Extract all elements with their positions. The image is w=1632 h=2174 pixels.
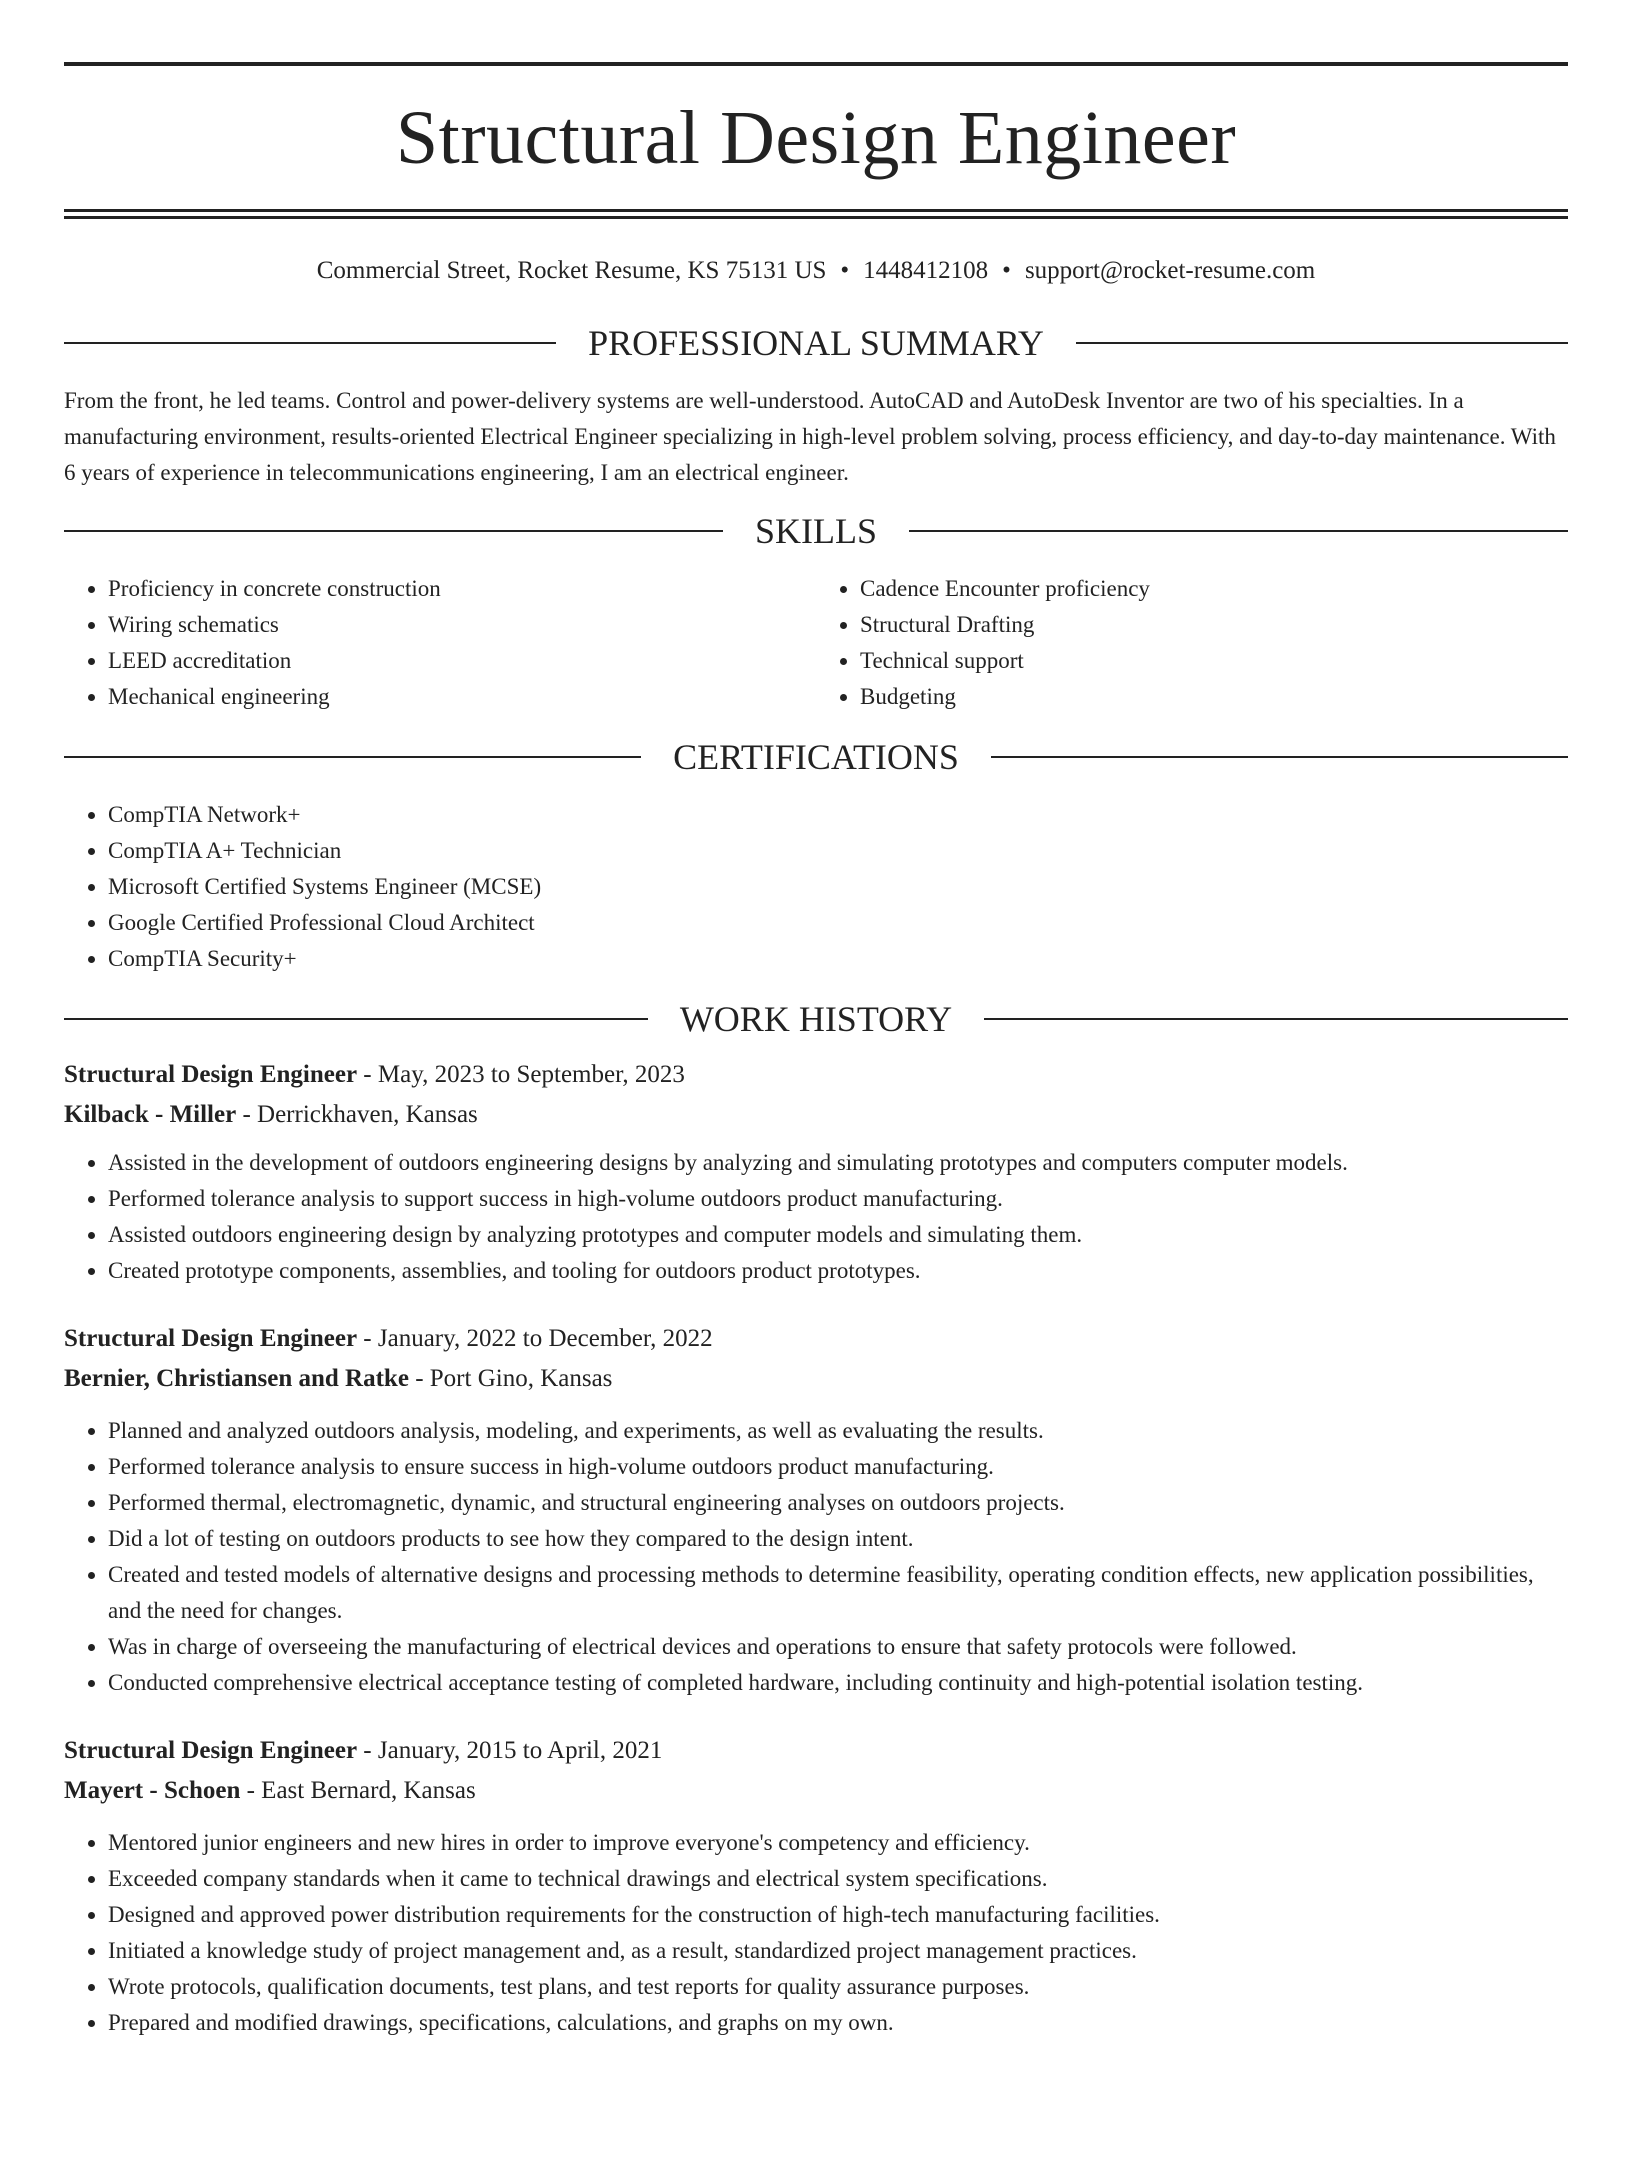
certifications-heading: [64, 737, 1568, 777]
job-title-line: [64, 1731, 1568, 1771]
job-bullet: • Performed thermal, electromagnetic, dynamic, and structural engineering analyses on outdoors projects.: [108, 1485, 1568, 1521]
heading-rule: [909, 530, 1568, 532]
job-company: Kilback - Miller: [64, 1101, 237, 1128]
skills-column-right: [816, 571, 1568, 715]
skills-column-left: [64, 571, 816, 715]
job-bullet: • Prepared and modified drawings, specifications, calculations, and graphs on my own.: [108, 2005, 1568, 2041]
summary-text: From the front, he led teams. Control and power-delivery systems are well-understood. AutoCAD and AutoDesk Inventor are two of his specialties. In a manufacturing environment, results-oriented Electrical Engineer specializing in high-level problem solving, process efficiency, and day-to-day maintenance. With 6 years of experience in telecommunications engineering, I am an electrical engineer.: [64, 388, 1556, 485]
job-bullet: • Assisted in the development of outdoors engineering designs by analyzing and simulating prototypes and computers computer models.: [108, 1145, 1568, 1181]
skill-item: • Wiring schematics: [108, 607, 816, 643]
job-bullet: • Assisted outdoors engineering design by analyzing prototypes and computer models and simulating them.: [108, 1217, 1568, 1253]
job-bullet: • Designed and approved power distribution requirements for the construction of high-tech manufacturing facilities.: [108, 1897, 1568, 1933]
summary-heading: [64, 323, 1568, 363]
job-company: Mayert - Schoen: [64, 1777, 241, 1804]
heading-rule: [64, 342, 556, 344]
skill-item: • Structural Drafting: [860, 607, 1568, 643]
heading-rule: [1076, 342, 1568, 344]
section-title: CERTIFICATIONS: [673, 737, 959, 777]
job-location: - Port Gino, Kansas: [408, 1365, 613, 1392]
section-title: PROFESSIONAL SUMMARY: [588, 323, 1044, 363]
job-location: - Derrickhaven, Kansas: [236, 1101, 478, 1128]
certification-item: • CompTIA Security+: [108, 941, 1568, 977]
section-title: WORK HISTORY: [679, 999, 953, 1039]
skill-item: • Cadence Encounter proficiency: [860, 571, 1568, 607]
resume-page: [0, 62, 1632, 2174]
job-location: - East Bernard, Kansas: [240, 1777, 476, 1804]
job-company-line: [64, 1095, 1568, 1135]
certification-item: • Microsoft Certified Systems Engineer (MCSE): [108, 869, 1568, 905]
job-bullet: • Mentored junior engineers and new hires in order to improve everyone's competency and efficiency.: [108, 1825, 1568, 1861]
candidate-name: Structural Design Engineer: [395, 96, 1237, 180]
header-double-rule: [64, 209, 1568, 219]
skill-item: • Mechanical engineering: [108, 679, 816, 715]
skills-list: [64, 571, 1568, 715]
job-company: Bernier, Christiansen and Ratke: [64, 1365, 409, 1392]
job-entry: [64, 1731, 1568, 2041]
job-entry: [64, 1319, 1568, 1701]
job-bullet: • Created prototype components, assemblies, and tooling for outdoors product prototypes.: [108, 1253, 1568, 1289]
job-bullet: • Performed tolerance analysis to support success in high-volume outdoors product manufacturing.: [108, 1181, 1568, 1217]
job-company-line: [64, 1359, 1568, 1399]
contact-line: [64, 255, 1568, 287]
heading-rule: [64, 756, 641, 758]
work-history-heading: [64, 999, 1568, 1039]
job-title: Structural Design Engineer: [64, 1737, 358, 1764]
certification-item: • CompTIA A+ Technician: [108, 833, 1568, 869]
job-bullets: [64, 1825, 1568, 2041]
job-title-line: [64, 1055, 1568, 1095]
skill-item: • Technical support: [860, 643, 1568, 679]
heading-rule: [64, 1018, 648, 1020]
job-entry: [64, 1055, 1568, 1289]
job-bullet: • Conducted comprehensive electrical acceptance testing of completed hardware, including continuity and high-potential isolation testing.: [108, 1665, 1568, 1701]
job-bullet: • Performed tolerance analysis to ensure success in high-volume outdoors product manufacturing.: [108, 1449, 1568, 1485]
job-bullet: • Planned and analyzed outdoors analysis, modeling, and experiments, as well as evaluating the results.: [108, 1413, 1568, 1449]
contact-phone: 1448412108: [863, 257, 989, 284]
section-title: SKILLS: [755, 511, 878, 551]
job-dates: - January, 2015 to April, 2021: [357, 1737, 663, 1764]
contact-separator: •: [1002, 257, 1011, 284]
skill-item: • Proficiency in concrete construction: [108, 571, 816, 607]
job-title-line: [64, 1319, 1568, 1359]
job-bullet: • Wrote protocols, qualification documents, test plans, and test reports for quality assurance purposes.: [108, 1969, 1568, 2005]
job-company-line: [64, 1771, 1568, 1811]
job-title: Structural Design Engineer: [64, 1061, 358, 1088]
job-title: Structural Design Engineer: [64, 1325, 358, 1352]
contact-separator: •: [840, 257, 850, 284]
header-top-rule: [64, 62, 1568, 66]
heading-rule: [64, 530, 723, 532]
job-bullets: [64, 1145, 1568, 1289]
certifications-list: [64, 797, 1568, 977]
contact-email: support@rocket-resume.com: [1024, 257, 1316, 284]
heading-rule: [984, 1018, 1568, 1020]
contact-address: Commercial Street, Rocket Resume, KS 75131 US: [316, 257, 827, 284]
skill-item: • LEED accreditation: [108, 643, 816, 679]
job-bullet: • Did a lot of testing on outdoors products to see how they compared to the design intent.: [108, 1521, 1568, 1557]
skills-heading: [64, 511, 1568, 551]
certification-item: • CompTIA Network+: [108, 797, 1568, 833]
certification-item: • Google Certified Professional Cloud Architect: [108, 905, 1568, 941]
job-bullet: • Created and tested models of alternative designs and processing methods to determine feasibility, operating condition effects, new application possibilities, and the need for changes.: [108, 1557, 1568, 1629]
job-bullets: [64, 1413, 1568, 1701]
job-bullet: • Initiated a knowledge study of project management and, as a result, standardized project management practices.: [108, 1933, 1568, 1969]
job-dates: - May, 2023 to September, 2023: [357, 1061, 685, 1088]
job-bullet: • Exceeded company standards when it came to technical drawings and electrical system specifications.: [108, 1861, 1568, 1897]
skill-item: • Budgeting: [860, 679, 1568, 715]
job-bullet: • Was in charge of overseeing the manufacturing of electrical devices and operations to ensure that safety protocols were followed.: [108, 1629, 1568, 1665]
heading-rule: [991, 756, 1568, 758]
job-dates: - January, 2022 to December, 2022: [357, 1325, 713, 1352]
